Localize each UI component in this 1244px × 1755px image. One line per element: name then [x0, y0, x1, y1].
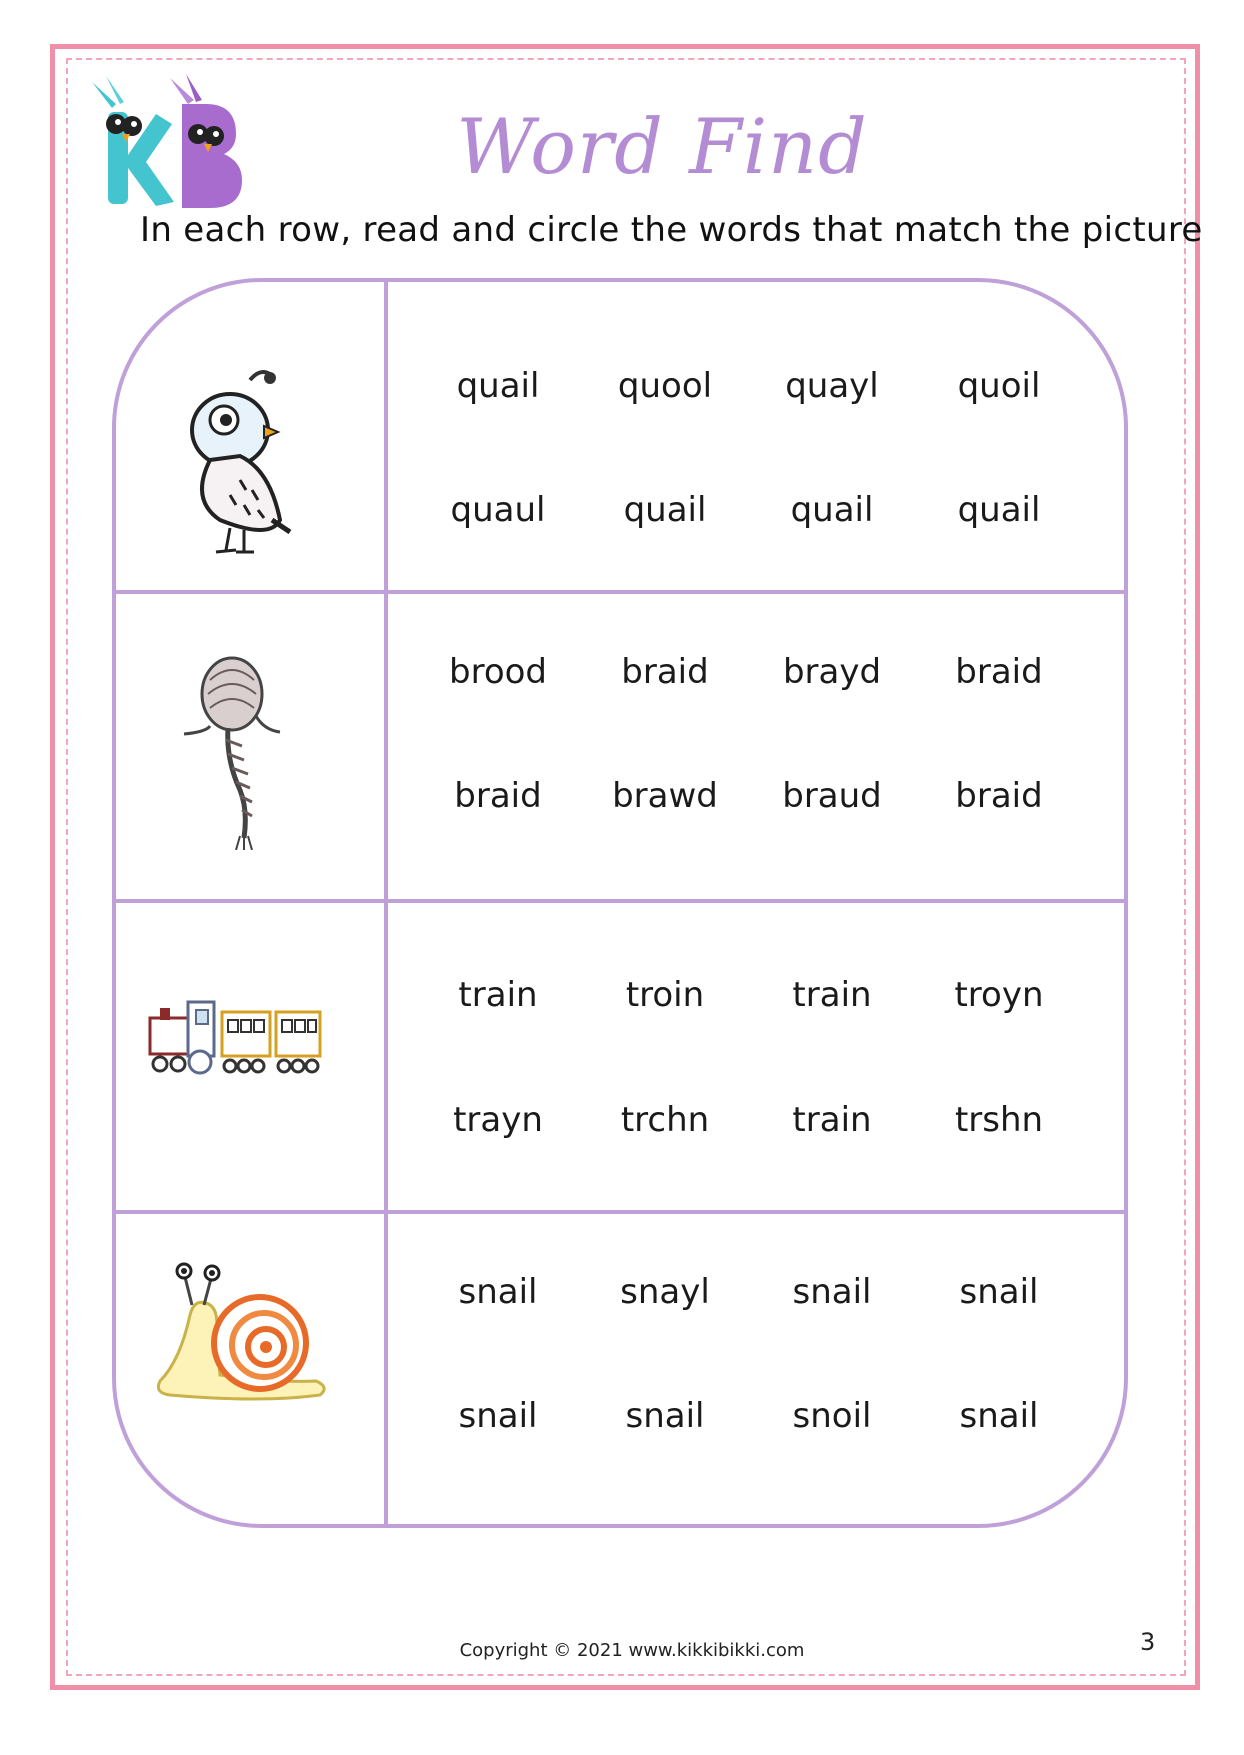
- word-option[interactable]: quool: [617, 366, 713, 406]
- snail-icon: [140, 1255, 360, 1455]
- word-option[interactable]: snail: [792, 1272, 872, 1312]
- word-option[interactable]: quoil: [957, 366, 1041, 406]
- grid-row-divider: [114, 899, 1126, 903]
- word-option[interactable]: trayn: [453, 1100, 543, 1140]
- word-option[interactable]: braid: [454, 776, 542, 816]
- word-option[interactable]: brayd: [782, 652, 882, 692]
- braid-icon: [140, 650, 360, 850]
- copyright-text: Copyright © 2021 www.kikkibikki.com: [459, 1640, 805, 1661]
- word-option[interactable]: quail: [623, 490, 707, 530]
- word-option[interactable]: snail: [625, 1396, 705, 1436]
- word-option[interactable]: troin: [625, 975, 705, 1015]
- word-option[interactable]: quaul: [450, 490, 546, 530]
- word-option[interactable]: braid: [955, 776, 1043, 816]
- word-option[interactable]: trchn: [620, 1100, 710, 1140]
- word-option[interactable]: brawd: [612, 776, 718, 816]
- word-option[interactable]: brood: [449, 652, 547, 692]
- word-option[interactable]: snail: [458, 1396, 538, 1436]
- page-title: Word Find: [456, 102, 868, 191]
- word-option[interactable]: train: [792, 975, 872, 1015]
- word-option[interactable]: braud: [782, 776, 882, 816]
- word-option[interactable]: snayl: [620, 1272, 710, 1312]
- instruction-text: In each row, read and circle the words that match the picture: [140, 210, 1203, 250]
- grid-row-divider: [114, 1210, 1126, 1214]
- word-option[interactable]: quail: [957, 490, 1041, 530]
- word-option[interactable]: snail: [959, 1396, 1039, 1436]
- word-option[interactable]: troyn: [954, 975, 1044, 1015]
- word-option[interactable]: trshn: [954, 1100, 1044, 1140]
- word-option[interactable]: quail: [456, 366, 540, 406]
- word-option[interactable]: braid: [955, 652, 1043, 692]
- word-option[interactable]: quail: [790, 490, 874, 530]
- page-number: 3: [1140, 1628, 1156, 1656]
- word-option[interactable]: snoil: [792, 1396, 872, 1436]
- word-option[interactable]: braid: [621, 652, 709, 692]
- word-option[interactable]: train: [792, 1100, 872, 1140]
- train-icon: [140, 960, 360, 1160]
- grid-column-divider: [384, 282, 388, 1524]
- word-option[interactable]: train: [458, 975, 538, 1015]
- word-option[interactable]: quayl: [785, 366, 879, 406]
- quail-icon: [140, 360, 360, 560]
- grid-row-divider: [114, 590, 1126, 594]
- word-option[interactable]: snail: [458, 1272, 538, 1312]
- word-option[interactable]: snail: [959, 1272, 1039, 1312]
